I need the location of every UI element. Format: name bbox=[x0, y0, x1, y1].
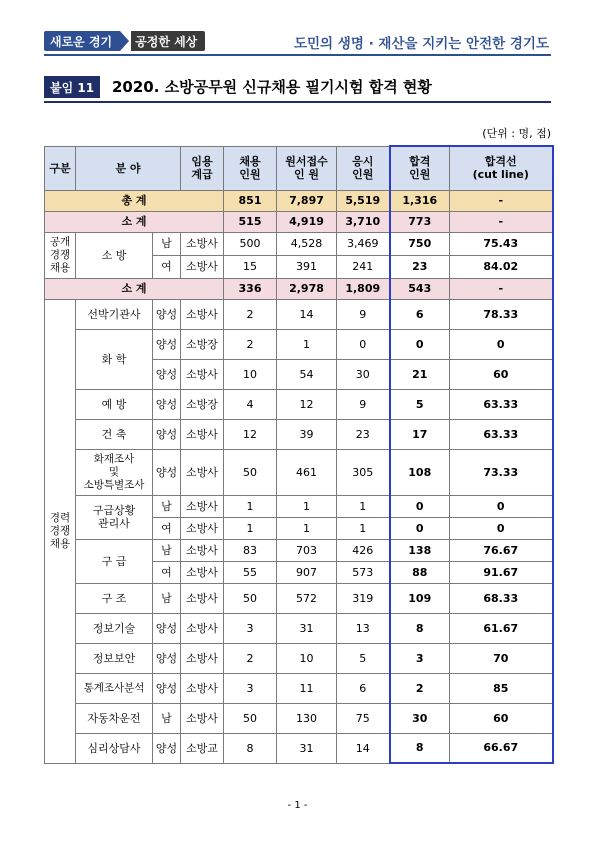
subtotal-exam: 3,710 bbox=[337, 211, 390, 232]
pass-cell: 5 bbox=[390, 389, 450, 419]
cut-cell: 73.33 bbox=[450, 449, 553, 495]
hire-cell: 15 bbox=[224, 255, 277, 278]
hire-cell: 8 bbox=[224, 733, 277, 763]
apply-cell: 1 bbox=[277, 495, 337, 517]
apply-cell: 391 bbox=[277, 255, 337, 278]
exam-cell: 241 bbox=[337, 255, 390, 278]
total-hire: 851 bbox=[224, 190, 277, 211]
subtotal-pass: 773 bbox=[390, 211, 450, 232]
col-header-rank: 임용 계급 bbox=[181, 146, 224, 190]
hire-cell: 4 bbox=[224, 389, 277, 419]
exam-cell: 23 bbox=[337, 419, 390, 449]
exam-cell: 305 bbox=[337, 449, 390, 495]
total-pass: 1,316 bbox=[390, 190, 450, 211]
sex-cell: 남 bbox=[153, 539, 181, 561]
rank-cell: 소방사 bbox=[181, 449, 224, 495]
hire-cell: 50 bbox=[224, 583, 277, 613]
header-slogan: 도민의 생명 · 재산을 지키는 안전한 경기도 bbox=[293, 36, 549, 52]
table-row bbox=[45, 703, 553, 733]
table-row bbox=[45, 583, 553, 613]
sex-cell: 남 bbox=[153, 232, 181, 255]
exam-cell: 14 bbox=[337, 733, 390, 763]
field-cell: 정보기술 bbox=[76, 613, 153, 643]
subtotal-row-career bbox=[45, 278, 553, 299]
pass-cell: 750 bbox=[390, 232, 450, 255]
field-cell: 자동차운전 bbox=[76, 703, 153, 733]
exam-cell: 3,469 bbox=[337, 232, 390, 255]
page-number: - 1 - bbox=[287, 800, 308, 811]
field-cell: 심리상담사 bbox=[76, 733, 153, 763]
subtotal-cut: - bbox=[450, 211, 553, 232]
cut-cell: 76.67 bbox=[450, 539, 553, 561]
field-cell: 예 방 bbox=[76, 389, 153, 419]
apply-cell: 11 bbox=[277, 673, 337, 703]
field-cell: 구 급 bbox=[76, 539, 153, 583]
table-row bbox=[45, 389, 553, 419]
subtotal-exam: 1,809 bbox=[337, 278, 390, 299]
apply-cell: 572 bbox=[277, 583, 337, 613]
pass-cell: 17 bbox=[390, 419, 450, 449]
career-category: 경력 경쟁 채용 bbox=[45, 299, 76, 763]
open-category: 공개 경쟁 채용 bbox=[45, 232, 76, 278]
rank-cell: 소방사 bbox=[181, 643, 224, 673]
sex-cell: 여 bbox=[153, 255, 181, 278]
cut-cell: 85 bbox=[450, 673, 553, 703]
apply-cell: 130 bbox=[277, 703, 337, 733]
page-title: 2020. 소방공무원 신규채용 필기시험 합격 현황 bbox=[112, 78, 432, 96]
col-header-cutline: 합격선 (cut line) bbox=[450, 146, 553, 190]
cut-cell: 66.67 bbox=[450, 733, 553, 763]
rank-cell: 소방사 bbox=[181, 495, 224, 517]
fair-world-badge: 공정한 세상 bbox=[131, 31, 205, 51]
pass-cell: 0 bbox=[390, 329, 450, 359]
sex-cell: 양성 bbox=[153, 643, 181, 673]
exam-cell: 1 bbox=[337, 495, 390, 517]
pass-cell: 0 bbox=[390, 517, 450, 539]
header-divider bbox=[44, 54, 551, 56]
field-cell: 구 조 bbox=[76, 583, 153, 613]
rank-cell: 소방사 bbox=[181, 232, 224, 255]
table-row bbox=[45, 733, 553, 763]
table-row bbox=[45, 495, 553, 517]
col-header-hire: 채용 인원 bbox=[224, 146, 277, 190]
col-header-apply: 원서접수 인 원 bbox=[277, 146, 337, 190]
sex-cell: 양성 bbox=[153, 613, 181, 643]
cut-cell: 78.33 bbox=[450, 299, 553, 329]
slogan-badges bbox=[44, 31, 205, 51]
pass-cell: 88 bbox=[390, 561, 450, 583]
table-row bbox=[45, 329, 553, 359]
exam-cell: 6 bbox=[337, 673, 390, 703]
pass-cell: 108 bbox=[390, 449, 450, 495]
pass-cell: 3 bbox=[390, 643, 450, 673]
total-row bbox=[45, 190, 553, 211]
cut-cell: 84.02 bbox=[450, 255, 553, 278]
exam-cell: 9 bbox=[337, 299, 390, 329]
rank-cell: 소방사 bbox=[181, 583, 224, 613]
hire-cell: 2 bbox=[224, 299, 277, 329]
exam-cell: 426 bbox=[337, 539, 390, 561]
field-cell: 구급상황 관리사 bbox=[76, 495, 153, 539]
rank-cell: 소방사 bbox=[181, 517, 224, 539]
subtotal-hire: 336 bbox=[224, 278, 277, 299]
table-row bbox=[45, 299, 553, 329]
total-cut: - bbox=[450, 190, 553, 211]
table-row bbox=[45, 419, 553, 449]
sex-cell: 양성 bbox=[153, 359, 181, 389]
sex-cell: 남 bbox=[153, 495, 181, 517]
hire-cell: 12 bbox=[224, 419, 277, 449]
apply-cell: 14 bbox=[277, 299, 337, 329]
hire-cell: 3 bbox=[224, 673, 277, 703]
chevron-right-icon bbox=[120, 31, 129, 51]
pass-cell: 0 bbox=[390, 495, 450, 517]
table-header-row bbox=[45, 146, 553, 190]
rank-cell: 소방장 bbox=[181, 329, 224, 359]
table-row bbox=[45, 613, 553, 643]
exam-cell: 319 bbox=[337, 583, 390, 613]
exam-cell: 30 bbox=[337, 359, 390, 389]
subtotal-label: 소 계 bbox=[45, 211, 224, 232]
sex-cell: 양성 bbox=[153, 299, 181, 329]
table-row bbox=[45, 643, 553, 673]
hire-cell: 55 bbox=[224, 561, 277, 583]
apply-cell: 39 bbox=[277, 419, 337, 449]
rank-cell: 소방사 bbox=[181, 703, 224, 733]
pass-cell: 8 bbox=[390, 613, 450, 643]
col-header-category: 구분 bbox=[45, 146, 76, 190]
total-apply: 7,897 bbox=[277, 190, 337, 211]
sex-cell: 양성 bbox=[153, 329, 181, 359]
pass-cell: 2 bbox=[390, 673, 450, 703]
hire-cell: 500 bbox=[224, 232, 277, 255]
apply-cell: 907 bbox=[277, 561, 337, 583]
field-cell: 건 축 bbox=[76, 419, 153, 449]
new-gyeonggi-badge: 새로운 경기 bbox=[44, 31, 120, 51]
col-header-exam: 응시 인원 bbox=[337, 146, 390, 190]
col-header-pass: 합격 인원 bbox=[390, 146, 450, 190]
unit-note: (단위 : 명, 점) bbox=[482, 127, 551, 140]
cut-cell: 63.33 bbox=[450, 389, 553, 419]
hire-cell: 2 bbox=[224, 643, 277, 673]
apply-cell: 31 bbox=[277, 733, 337, 763]
exam-cell: 1 bbox=[337, 517, 390, 539]
sex-cell: 양성 bbox=[153, 673, 181, 703]
subtotal-apply: 2,978 bbox=[277, 278, 337, 299]
rank-cell: 소방사 bbox=[181, 539, 224, 561]
pass-cell: 138 bbox=[390, 539, 450, 561]
subtotal-cut: - bbox=[450, 278, 553, 299]
apply-cell: 461 bbox=[277, 449, 337, 495]
sex-cell: 남 bbox=[153, 583, 181, 613]
cut-cell: 63.33 bbox=[450, 419, 553, 449]
field-cell: 화재조사 및 소방특별조사 bbox=[76, 449, 153, 495]
exam-cell: 13 bbox=[337, 613, 390, 643]
subtotal-apply: 4,919 bbox=[277, 211, 337, 232]
rank-cell: 소방사 bbox=[181, 255, 224, 278]
apply-cell: 1 bbox=[277, 329, 337, 359]
cut-cell: 0 bbox=[450, 495, 553, 517]
rank-cell: 소방사 bbox=[181, 613, 224, 643]
total-label: 총 계 bbox=[45, 190, 224, 211]
sex-cell: 남 bbox=[153, 703, 181, 733]
rank-cell: 소방교 bbox=[181, 733, 224, 763]
subtotal-label: 소 계 bbox=[45, 278, 224, 299]
rank-cell: 소방사 bbox=[181, 673, 224, 703]
table-row bbox=[45, 539, 553, 561]
col-header-field: 분 야 bbox=[76, 146, 181, 190]
hire-cell: 3 bbox=[224, 613, 277, 643]
sex-cell: 여 bbox=[153, 517, 181, 539]
hire-cell: 1 bbox=[224, 495, 277, 517]
apply-cell: 1 bbox=[277, 517, 337, 539]
sex-cell: 양성 bbox=[153, 389, 181, 419]
table-row bbox=[45, 449, 553, 495]
apply-cell: 703 bbox=[277, 539, 337, 561]
hire-cell: 50 bbox=[224, 703, 277, 733]
exam-cell: 0 bbox=[337, 329, 390, 359]
cut-cell: 91.67 bbox=[450, 561, 553, 583]
apply-cell: 4,528 bbox=[277, 232, 337, 255]
open-field: 소 방 bbox=[76, 232, 153, 278]
cut-cell: 0 bbox=[450, 517, 553, 539]
apply-cell: 10 bbox=[277, 643, 337, 673]
sex-cell: 양성 bbox=[153, 733, 181, 763]
attachment-tag: 붙임 11 bbox=[44, 76, 100, 98]
rank-cell: 소방사 bbox=[181, 359, 224, 389]
sex-cell: 양성 bbox=[153, 419, 181, 449]
hire-cell: 83 bbox=[224, 539, 277, 561]
total-exam: 5,519 bbox=[337, 190, 390, 211]
field-cell: 정보보안 bbox=[76, 643, 153, 673]
subtotal-hire: 515 bbox=[224, 211, 277, 232]
results-table bbox=[44, 145, 554, 764]
sex-cell: 여 bbox=[153, 561, 181, 583]
cut-cell: 68.33 bbox=[450, 583, 553, 613]
cut-cell: 60 bbox=[450, 359, 553, 389]
pass-cell: 23 bbox=[390, 255, 450, 278]
cut-cell: 0 bbox=[450, 329, 553, 359]
field-cell: 화 학 bbox=[76, 329, 153, 389]
pass-cell: 21 bbox=[390, 359, 450, 389]
table-row bbox=[45, 232, 553, 255]
rank-cell: 소방장 bbox=[181, 389, 224, 419]
cut-cell: 70 bbox=[450, 643, 553, 673]
title-divider bbox=[44, 101, 551, 103]
apply-cell: 12 bbox=[277, 389, 337, 419]
rank-cell: 소방사 bbox=[181, 419, 224, 449]
subtotal-row-open bbox=[45, 211, 553, 232]
exam-cell: 573 bbox=[337, 561, 390, 583]
cut-cell: 61.67 bbox=[450, 613, 553, 643]
field-cell: 선박기관사 bbox=[76, 299, 153, 329]
field-cell: 통계조사분석 bbox=[76, 673, 153, 703]
pass-cell: 8 bbox=[390, 733, 450, 763]
pass-cell: 30 bbox=[390, 703, 450, 733]
pass-cell: 6 bbox=[390, 299, 450, 329]
hire-cell: 2 bbox=[224, 329, 277, 359]
hire-cell: 10 bbox=[224, 359, 277, 389]
rank-cell: 소방사 bbox=[181, 299, 224, 329]
cut-cell: 60 bbox=[450, 703, 553, 733]
subtotal-pass: 543 bbox=[390, 278, 450, 299]
hire-cell: 50 bbox=[224, 449, 277, 495]
hire-cell: 1 bbox=[224, 517, 277, 539]
exam-cell: 9 bbox=[337, 389, 390, 419]
rank-cell: 소방사 bbox=[181, 561, 224, 583]
pass-cell: 109 bbox=[390, 583, 450, 613]
exam-cell: 5 bbox=[337, 643, 390, 673]
apply-cell: 31 bbox=[277, 613, 337, 643]
table-row bbox=[45, 673, 553, 703]
exam-cell: 75 bbox=[337, 703, 390, 733]
cut-cell: 75.43 bbox=[450, 232, 553, 255]
apply-cell: 54 bbox=[277, 359, 337, 389]
sex-cell: 양성 bbox=[153, 449, 181, 495]
